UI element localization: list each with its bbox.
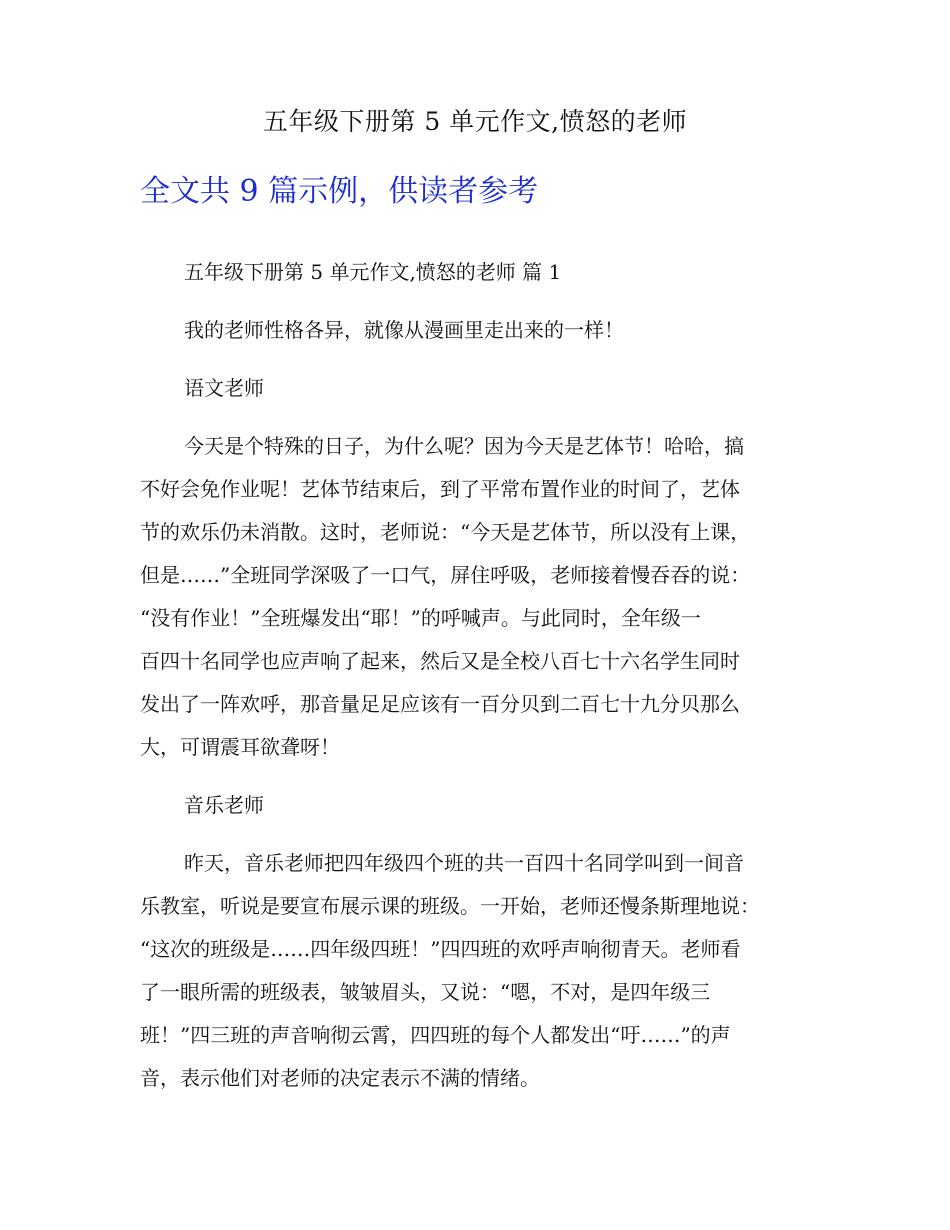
paragraph-line: 发出了一阵欢呼，那音量足足应该有一百分贝到二百七十九分贝那么 bbox=[140, 692, 740, 716]
paragraph-line: 百四十名同学也应声响了起来，然后又是全校八百七十六名学生同时 bbox=[140, 649, 740, 673]
paragraph-line: 音，表示他们对老师的决定表示不满的情绪。 bbox=[140, 1066, 540, 1090]
section-heading-music-teacher: 音乐老师 bbox=[184, 793, 264, 817]
paragraph-line: 今天是个特殊的日子，为什么呢？因为今天是艺体节！哈哈，搞 bbox=[184, 434, 744, 458]
paragraph-line: “没有作业！”全班爆发出“耶！”的呼喊声。与此同时，全年级一 bbox=[140, 606, 701, 630]
paragraph-line: 但是……”全班同学深吸了一口气，屏住呼吸，老师接着慢吞吞的说： bbox=[140, 563, 751, 587]
paragraph-line: 昨天，音乐老师把四年级四个班的共一百四十名同学叫到一间音 bbox=[184, 851, 744, 875]
paragraph-line: 节的欢乐仍未消散。这时，老师说：“今天是艺体节，所以没有上课， bbox=[140, 520, 751, 544]
essay-heading: 五年级下册第 5 单元作文,愤怒的老师 篇 1 bbox=[184, 260, 562, 284]
intro-paragraph: 我的老师性格各异，就像从漫画里走出来的一样！ bbox=[184, 318, 624, 342]
section-heading-chinese-teacher: 语文老师 bbox=[184, 376, 264, 400]
paragraph-line: 了一眼所需的班级表，皱皱眉头，又说：“嗯，不对，是四年级三 bbox=[140, 980, 711, 1004]
document-subtitle: 全文共 9 篇示例，供读者参考 bbox=[140, 174, 539, 209]
paragraph-line: 班！”四三班的声音响彻云霄，四四班的每个人都发出“吁……”的声 bbox=[140, 1023, 731, 1047]
paragraph-line: 大，可谓震耳欲聋呀！ bbox=[140, 735, 340, 759]
paragraph-line: 乐教室，听说是要宣布展示课的班级。一开始，老师还慢条斯理地说： bbox=[140, 894, 760, 918]
paragraph-line: “这次的班级是……四年级四班！”四四班的欢呼声响彻青天。老师看 bbox=[140, 937, 741, 961]
paragraph-line: 不好会免作业呢！艺体节结束后，到了平常布置作业的时间了，艺体 bbox=[140, 477, 740, 501]
document-title: 五年级下册第 5 单元作文,愤怒的老师 bbox=[262, 107, 688, 136]
